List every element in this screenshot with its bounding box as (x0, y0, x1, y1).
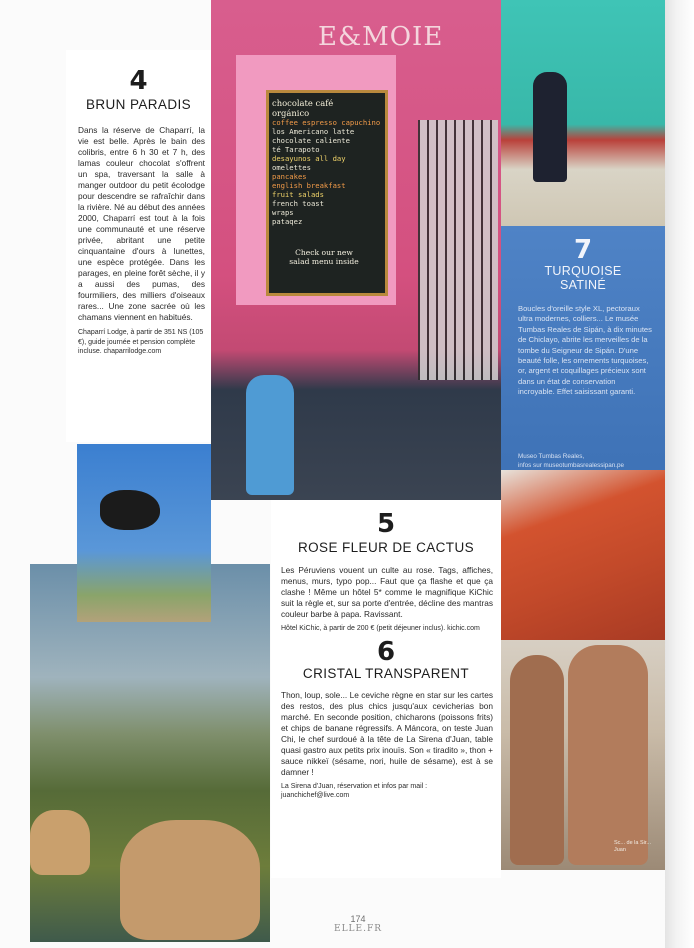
photo-spectacled-bear (77, 444, 211, 622)
photo-turquoise-wall (501, 0, 665, 226)
photo-woman (510, 655, 564, 865)
section-body: Dans la réserve de Chaparrí, la vie est belle. Après le bain des colibris, entre 6 h 30 et 7 h, des lamas couleur chocolat s'offrent un spa, traversant la salle à manger outdoor du petit écolodge pour descendre se rafraîchir dans la rivière. Né au début des années 2000, Chaparrí est tout à la fois une communauté et une réserve privée, abritant une petite cinquantaine d'ours à lunettes, une espèce protégée. Dans les parages, en pleine forêt sèche, il y a aussi des pumas, des fourmiliers, des milliers d'oiseaux rares... Une zone sacrée où les chamans viennent en habitués. (78, 125, 205, 322)
board-title-1: chocolate café (272, 98, 334, 108)
section-info (518, 452, 658, 470)
photo-red-roof (501, 470, 665, 640)
photo-llama (30, 810, 90, 875)
board-line: omelettes (272, 163, 311, 172)
page-gutter (665, 0, 694, 948)
section-body: Les Péruviens vouent un culte au rose. Tags, affiches, menus, murs, typo pop... Faut que ça flashe et que ça clashe ! Même un hôtel 5* comme le magnifique KiChic suit la règle et, sur sa porte d'entrée, décline des mantras couleur barbe à papa. Ravissant. (281, 565, 493, 619)
section-7-header (505, 236, 661, 292)
board-line: desayunos all day (272, 154, 346, 163)
board-line: wraps (272, 208, 294, 217)
section-4-panel (66, 50, 211, 442)
section-number: 4 (129, 66, 148, 96)
photo-window-grill (418, 120, 498, 380)
section-number: 7 (573, 235, 593, 265)
photo-passerby (246, 375, 294, 495)
section-number: 6 (376, 636, 396, 667)
section-number: 5 (376, 509, 396, 539)
page-number: 174 (350, 914, 366, 924)
section-info: Hôtel KiChic, à partir de 200 € (petit déjeuner inclus). kichic.com (281, 625, 480, 632)
section-info: La Sirena d'Juan, réservation et infos par mail : juanchichef@live.com (281, 782, 428, 799)
section-info-line-1: Museo Tumbas Reales, (518, 453, 585, 460)
board-line: french toast (272, 199, 324, 208)
shop-logo: E&MOIE (318, 22, 444, 52)
board-footer-2: salad menu inside (289, 257, 359, 266)
board-title-2: orgánico (272, 108, 310, 118)
board-footer-1: Check our new (295, 248, 353, 257)
photo-man (568, 645, 648, 865)
photo-llama (120, 820, 260, 940)
board-line: pataqez (272, 217, 303, 226)
photo-credit: Sc... de la Sir... Juan (614, 840, 651, 853)
section-info: Chaparrí Lodge, à partir de 351 NS (105 €), guide journée et pension complète incluse. chaparrilodge.com (78, 329, 204, 355)
board-line: fruit salads (272, 190, 324, 199)
section-heading-line-2: SATINÉ (559, 278, 607, 292)
section-heading: ROSE FLEUR DE CACTUS (297, 540, 475, 555)
section-5-6-panel (271, 500, 501, 878)
board-line: coffee espresso capuchino (272, 118, 381, 127)
chalkboard-menu-text (272, 98, 381, 266)
section-body: Boucles d'oreille style XL, pectoraux ultra modernes, colliers... Le musée Tumbas Reales de Sipán, à dix minutes de Chiclayo, abrite les merveilles de la tombe du Seigneur de Sipán. D'une beauté folle, les ornements turquoises, or, argent et coquillages précieux sont dans un état de conservation incroyable. Effet saisissant garanti. (518, 304, 652, 397)
board-line: pancakes (272, 172, 307, 181)
board-line: chocolate caliente (272, 136, 350, 145)
section-body: Thon, loup, sole... Le ceviche règne en star sur les cartes des restos, des plus chics jusqu'aux cevicherias bon marché. En seconde position, chicharons (poissons frits) et chips de banane régressifs. A Máncora, on teste Juan Chi, le chef surdoué à la tête de La Sirena d'Juan, table quasi gastro aux petits prix inouïs. Son « tiradito », thon + sauce nikkeï (sésame, nori, huile de sésame), est à se damner ! (281, 689, 493, 777)
board-line: té Tarapoto (272, 145, 320, 154)
magazine-brand: ELLE.FR (334, 924, 382, 934)
photo-girl-with-suitcase (533, 72, 567, 182)
board-line: los Americano latte (272, 127, 355, 136)
board-line: english breakfast (272, 181, 346, 190)
page-folio (334, 914, 382, 934)
section-info-line-2: infos sur museotumbasrealessipan.pe (518, 462, 625, 469)
photo-bear-figure (100, 490, 160, 530)
section-heading-line-1: TURQUOISE (544, 264, 622, 278)
section-heading: BRUN PARADIS (85, 97, 192, 112)
section-heading: CRISTAL TRANSPARENT (302, 665, 470, 681)
